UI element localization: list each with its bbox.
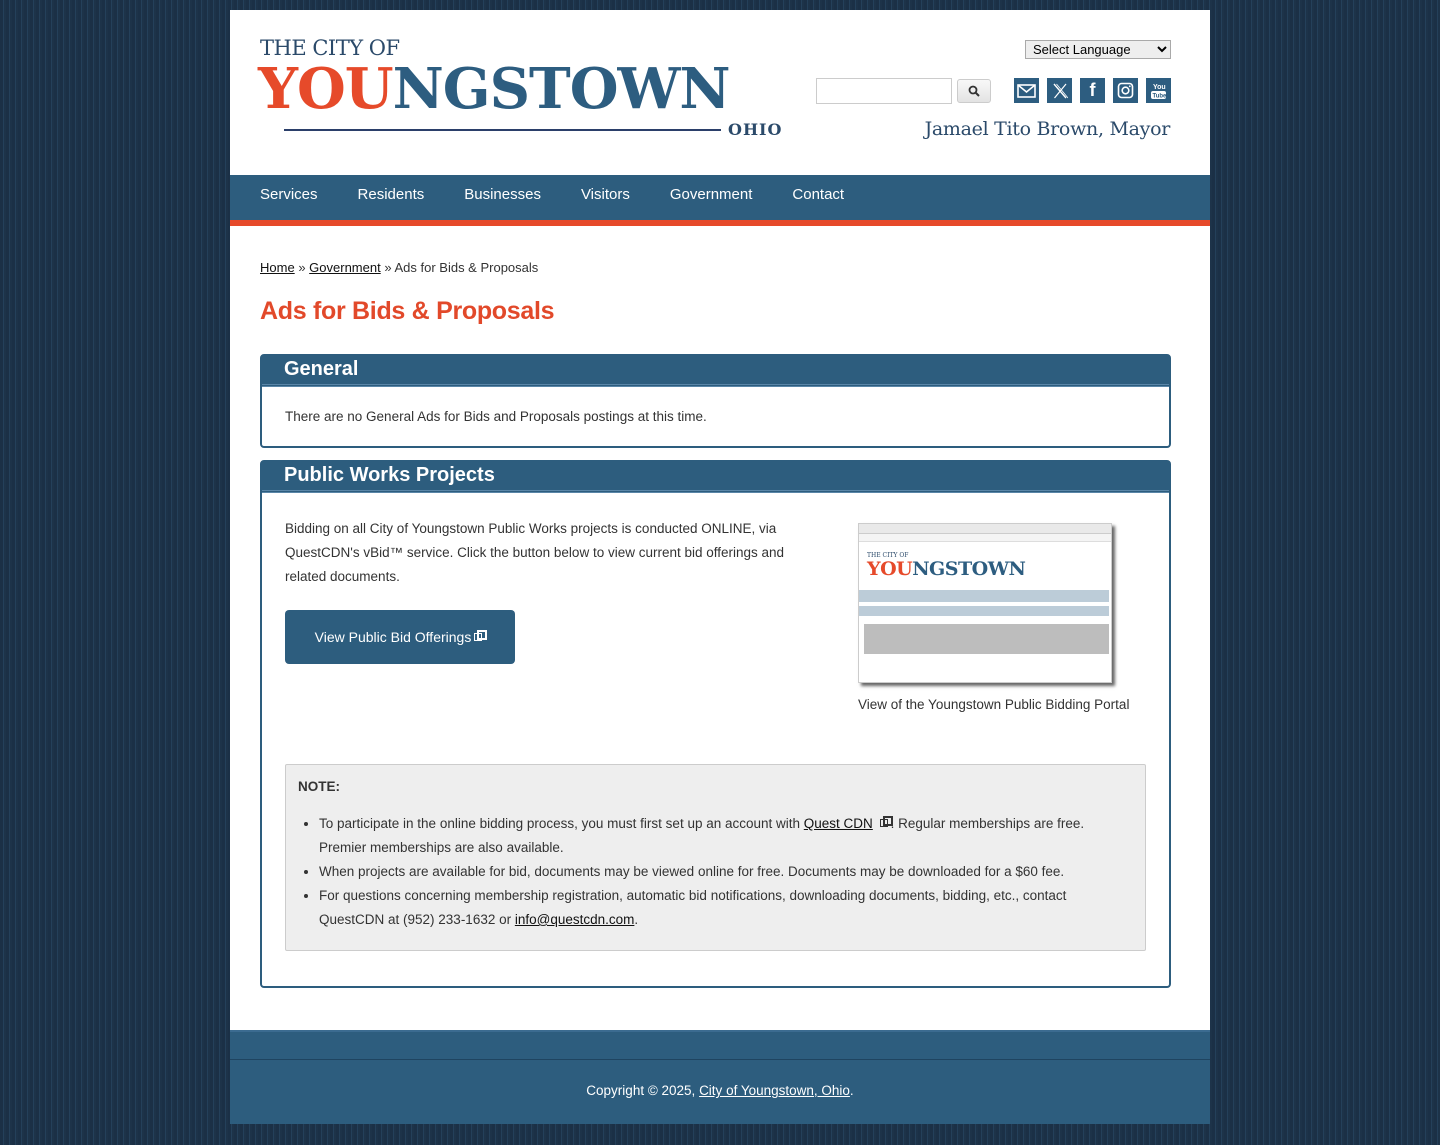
breadcrumb-government[interactable]: Government <box>309 260 381 275</box>
public-works-description: Bidding on all City of Youngstown Public Works projects is conducted ONLINE, via QuestCDN's vBid™ service. Click the button below to view current bid offerings and related documents. <box>285 521 785 584</box>
questcdn-email-link[interactable]: info@questcdn.com <box>514 912 635 927</box>
logo-rule <box>284 129 721 131</box>
language-select[interactable] <box>1025 40 1171 59</box>
search-input[interactable] <box>816 78 952 104</box>
external-link-icon <box>880 816 891 827</box>
instagram-icon[interactable] <box>1113 78 1138 103</box>
breadcrumb-separator: » <box>298 260 306 275</box>
site-header <box>230 10 1210 175</box>
copyright-end: . <box>849 1083 854 1098</box>
logo-ohio: OHIO <box>728 120 783 139</box>
portal-screenshot-image[interactable]: THE CITY OF YOUNGSTOWN <box>858 523 1112 683</box>
nav-businesses[interactable]: Businesses <box>464 186 541 203</box>
public-works-panel <box>260 460 1171 988</box>
note-item <box>319 812 1133 860</box>
search-icon <box>968 85 980 97</box>
breadcrumb <box>260 260 1171 275</box>
note-item <box>319 884 1133 932</box>
note-text: For questions concerning membership registration, automatic bid notifications, downloading documents, bidding, etc., contact QuestCDN at (952) 233-1632 or <box>319 888 1067 927</box>
note-list <box>298 812 1133 932</box>
city-logo[interactable] <box>260 36 786 142</box>
note-text: To participate in the online bidding process, you must first set up an account with <box>319 816 804 831</box>
breadcrumb-home[interactable]: Home <box>260 260 295 275</box>
main-nav <box>230 175 1210 226</box>
nav-government[interactable]: Government <box>669 186 753 203</box>
portal-caption: View of the Youngstown Public Bidding Portal <box>858 697 1130 712</box>
svg-text:Tube: Tube <box>1152 93 1167 100</box>
note-text: . <box>634 912 639 927</box>
logo-the-city-of: THE CITY OF <box>260 36 400 60</box>
link-label: Quest CDN <box>803 816 873 831</box>
quest-cdn-link[interactable] <box>804 816 873 831</box>
youtube-icon[interactable] <box>1146 78 1171 103</box>
note-box <box>285 764 1146 951</box>
email-icon[interactable] <box>1014 78 1039 103</box>
page-title: Ads for Bids & Proposals <box>260 297 555 325</box>
note-text: . Regular memberships are free. Premier memberships are also available. <box>319 816 1085 855</box>
footer <box>230 1060 1210 1124</box>
general-panel-text: There are no General Ads for Bids and Proposals postings at this time. <box>285 409 707 424</box>
facebook-icon[interactable]: f <box>1080 78 1105 103</box>
page-container <box>230 10 1210 1124</box>
copyright-text: Copyright © 2025, <box>586 1083 700 1098</box>
general-panel-title: General <box>262 356 1169 387</box>
social-links <box>1014 78 1171 103</box>
general-panel <box>260 354 1171 448</box>
main-content <box>230 226 1210 1030</box>
logo-youngstown <box>258 58 730 120</box>
portal-figure <box>858 523 1130 712</box>
breadcrumb-current: Ads for Bids & Proposals <box>394 260 539 275</box>
logo-ngstown: NGSTOWN <box>392 56 730 122</box>
note-item: • When projects are available for bid, documents may be viewed online for free. Documents may be downloaded for a $60 fee. <box>319 860 1133 884</box>
public-works-panel-body <box>262 493 1169 986</box>
search-button[interactable] <box>957 79 991 103</box>
footer-city-link[interactable]: City of Youngstown, Ohio <box>699 1083 850 1098</box>
svg-text:You: You <box>1153 84 1166 91</box>
nav-services[interactable]: Services <box>260 186 318 203</box>
mayor-name: Jamael Tito Brown, Mayor <box>924 118 1170 140</box>
footer-band <box>230 1030 1210 1060</box>
nav-residents[interactable]: Residents <box>357 186 425 203</box>
public-works-panel-title: Public Works Projects <box>262 462 1169 493</box>
note-title: NOTE: <box>298 779 340 794</box>
nav-contact[interactable]: Contact <box>792 186 845 203</box>
general-panel-body <box>262 387 1169 446</box>
breadcrumb-separator: » <box>384 260 392 275</box>
button-label: View Public Bid Offerings <box>314 629 472 645</box>
external-link-icon <box>474 630 485 641</box>
view-public-bid-offerings-button[interactable] <box>285 610 515 664</box>
logo-you: YOU <box>258 56 393 122</box>
nav-visitors[interactable]: Visitors <box>580 186 630 203</box>
x-twitter-icon[interactable] <box>1047 78 1072 103</box>
